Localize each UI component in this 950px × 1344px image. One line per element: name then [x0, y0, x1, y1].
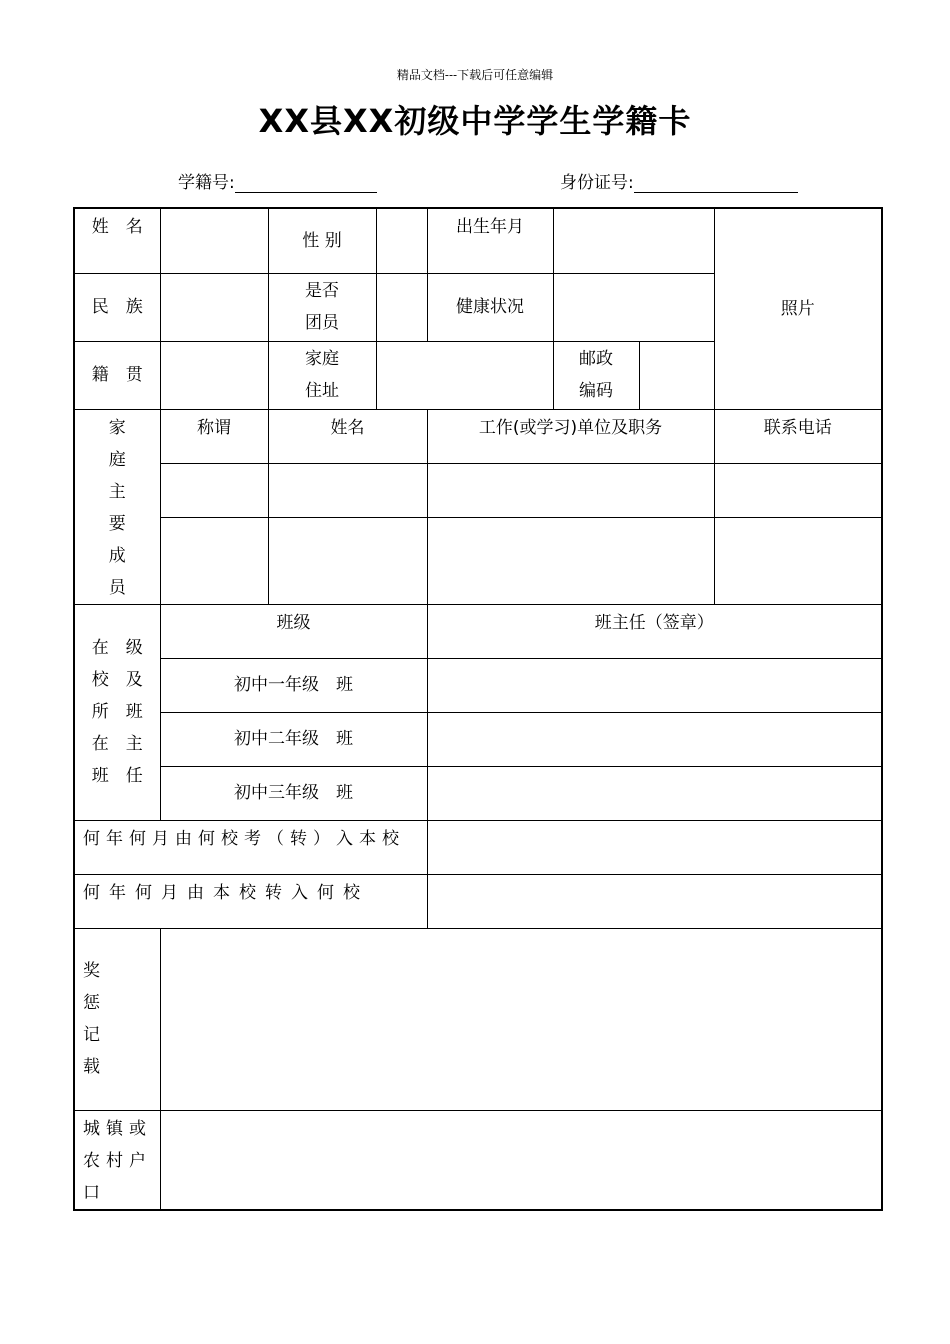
rewards-char: 惩: [83, 993, 100, 1013]
class-row-grade-1: [74, 658, 882, 712]
id-card-blank[interactable]: [634, 174, 798, 193]
class-row-grade-2: [74, 712, 882, 766]
class-section-line: 所 班: [91, 702, 143, 722]
id-card-label: 身份证号:: [560, 173, 634, 193]
rewards-char: 记: [83, 1025, 100, 1045]
family-work-cell[interactable]: [427, 463, 714, 517]
birth-value[interactable]: [553, 208, 714, 273]
family-section-label: [74, 409, 160, 604]
teacher-signature-1[interactable]: [427, 658, 882, 712]
teacher-signature-2[interactable]: [427, 712, 882, 766]
family-phone-cell[interactable]: [714, 518, 882, 604]
row-name: [74, 208, 882, 273]
health-label: 健康状况: [427, 273, 553, 341]
class-grade-3[interactable]: 初中三年级 班: [160, 766, 427, 820]
family-char: 庭: [108, 449, 126, 470]
hukou-line: 城镇或: [83, 1118, 152, 1139]
league-label-2: 团员: [305, 313, 339, 333]
address-value[interactable]: [376, 341, 553, 409]
family-header-phone: 联系电话: [714, 409, 882, 463]
class-row-grade-3: [74, 766, 882, 820]
health-value[interactable]: [553, 273, 714, 341]
address-label-2: 住址: [305, 381, 339, 401]
address-label-1: 家庭: [305, 349, 339, 369]
page-title: XX县XX初级中学学生学籍卡: [258, 102, 692, 140]
family-char: 要: [108, 513, 126, 534]
student-no-label: 学籍号:: [178, 173, 235, 193]
league-label: [268, 273, 376, 341]
class-section-label: [74, 604, 160, 820]
watermark-text: 精品文档---下载后可任意编辑: [396, 68, 554, 82]
class-header: 班级: [160, 604, 427, 658]
family-char: 家: [108, 417, 126, 438]
family-relation-cell[interactable]: [160, 518, 268, 604]
photo-box[interactable]: [714, 208, 882, 409]
rewards-label: [74, 928, 160, 1110]
hukou-label: [74, 1110, 160, 1210]
student-no-field: [178, 168, 377, 193]
class-section-line: 班 任: [91, 766, 143, 786]
family-name-cell[interactable]: [268, 518, 427, 604]
postcode-label: [553, 341, 639, 409]
gender-value[interactable]: [376, 208, 427, 273]
native-label: 籍 贯: [74, 341, 160, 409]
rewards-row: [74, 928, 882, 1110]
transfer-out-value[interactable]: [427, 874, 882, 928]
class-section-line: 在 级: [91, 638, 143, 658]
family-header-name: 姓名: [268, 409, 427, 463]
family-header-work: 工作(或学习)单位及职务: [427, 409, 714, 463]
photo-label: 照片: [780, 298, 815, 319]
family-char: 主: [108, 481, 126, 502]
league-label-1: 是否: [305, 281, 339, 301]
family-char: 员: [108, 577, 126, 598]
name-value[interactable]: [160, 208, 268, 273]
family-header-row: [74, 409, 882, 463]
hukou-value[interactable]: [160, 1110, 882, 1210]
class-grade-2[interactable]: 初中二年级 班: [160, 712, 427, 766]
transfer-in-value[interactable]: [427, 820, 882, 874]
rewards-value[interactable]: [160, 928, 882, 1110]
transfer-out-label: 何年何月由本校转入何校: [74, 874, 427, 928]
hukou-row: [74, 1110, 882, 1210]
family-header-relation: 称谓: [160, 409, 268, 463]
family-char: 成: [108, 545, 126, 566]
family-work-cell[interactable]: [427, 518, 714, 604]
ethnicity-value[interactable]: [160, 273, 268, 341]
postcode-label-1: 邮政: [579, 349, 613, 369]
family-phone-cell[interactable]: [714, 463, 882, 517]
postcode-value[interactable]: [639, 341, 714, 409]
transfer-out-row: [74, 874, 882, 928]
family-relation-cell[interactable]: [160, 463, 268, 517]
native-value[interactable]: [160, 341, 268, 409]
family-name-cell[interactable]: [268, 463, 427, 517]
transfer-in-row: [74, 820, 882, 874]
address-label: [268, 341, 376, 409]
teacher-signature-3[interactable]: [427, 766, 882, 820]
family-row: [74, 518, 882, 604]
class-section-line: 校 及: [91, 670, 143, 690]
hukou-line: 口: [83, 1182, 106, 1203]
birth-label: 出生年月: [427, 208, 553, 273]
class-section-line: 在 主: [91, 734, 143, 754]
postcode-label-2: 编码: [579, 381, 613, 401]
hukou-line: 农村户: [83, 1150, 152, 1171]
transfer-in-label: 何年何月由何校考（转）入本校: [74, 820, 427, 874]
rewards-char: 奖: [83, 961, 100, 981]
teacher-header: 班主任（签章）: [427, 604, 882, 658]
student-record-form: [73, 207, 883, 1211]
class-grade-1[interactable]: 初中一年级 班: [160, 658, 427, 712]
family-row: [74, 463, 882, 517]
gender-label: 性 别: [268, 208, 376, 273]
ethnicity-label: 民 族: [74, 273, 160, 341]
league-value[interactable]: [376, 273, 427, 341]
name-label: 姓 名: [74, 208, 160, 273]
rewards-char: 载: [83, 1057, 100, 1077]
id-card-field: [560, 168, 798, 193]
student-no-blank[interactable]: [235, 174, 377, 193]
class-header-row: [74, 604, 882, 658]
